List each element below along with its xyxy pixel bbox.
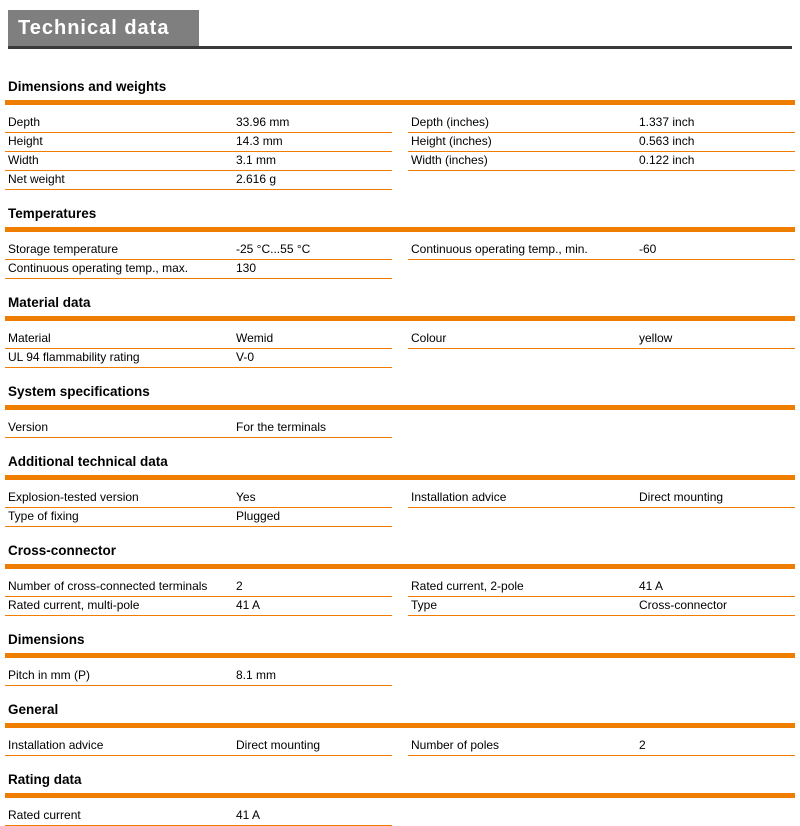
row-label: Rated current: [8, 808, 81, 822]
row-value: 0.563 inch: [639, 134, 695, 148]
row-label: Storage temperature: [8, 242, 119, 256]
data-row: [5, 737, 392, 756]
row-label: Height (inches): [411, 134, 492, 148]
column-right: [408, 667, 795, 686]
data-row: [5, 330, 392, 349]
row-value: Wemid: [236, 331, 274, 345]
row-label: Rated current, 2-pole: [411, 579, 524, 593]
section-additional-technical-data: [5, 452, 795, 527]
row-value: 8.1 mm: [236, 668, 277, 682]
section-rating-data: [5, 770, 795, 826]
row-value: 41 A: [236, 598, 261, 612]
row-value: 2: [236, 579, 243, 593]
section-title: Material data: [8, 295, 91, 310]
section-dimensions: [5, 630, 795, 686]
row-value: 41 A: [236, 808, 261, 822]
row-label: Material: [8, 331, 51, 345]
section-rows: [5, 569, 795, 616]
section-rows: [5, 798, 795, 826]
column-right: [408, 807, 795, 826]
section-rows: [5, 105, 795, 190]
section-title: Dimensions: [8, 632, 85, 647]
row-value: Direct mounting: [236, 738, 321, 752]
data-row: [408, 330, 795, 349]
column-right: [408, 241, 795, 279]
row-label: UL 94 flammability rating: [8, 350, 140, 364]
section-title: Temperatures: [8, 206, 97, 221]
row-value: Direct mounting: [639, 490, 724, 504]
section-rows: [5, 232, 795, 279]
row-value: For the terminals: [236, 420, 327, 434]
section-rows: [5, 658, 795, 686]
row-value: 33.96 mm: [236, 115, 290, 129]
sections-container: [5, 49, 795, 826]
data-row: [5, 349, 392, 368]
row-label: Depth (inches): [411, 115, 490, 129]
row-label: Rated current, multi-pole: [8, 598, 140, 612]
row-value: -60: [639, 242, 657, 256]
section-title: Dimensions and weights: [8, 79, 167, 94]
data-row: [5, 133, 392, 152]
data-row: [408, 489, 795, 508]
row-value: 2.616 g: [236, 172, 277, 186]
row-label: Installation advice: [411, 490, 507, 504]
column-left: [5, 419, 392, 438]
column-left: [5, 807, 392, 826]
section-title: Rating data: [8, 772, 82, 787]
row-value: Yes: [236, 490, 256, 504]
data-row: [5, 241, 392, 260]
row-value: 2: [639, 738, 646, 752]
row-label: Width (inches): [411, 153, 488, 167]
row-value: V-0: [236, 350, 255, 364]
row-label: Type: [411, 598, 438, 612]
column-left: [5, 667, 392, 686]
data-row: [5, 508, 392, 527]
section-general: [5, 700, 795, 756]
section-rows: [5, 480, 795, 527]
section-temperatures: [5, 204, 795, 279]
data-row: [5, 152, 392, 171]
row-label: Depth: [8, 115, 41, 129]
row-label: Net weight: [8, 172, 65, 186]
page-header: [8, 10, 792, 49]
column-left: [5, 330, 392, 368]
data-row: [408, 152, 795, 171]
data-row: [5, 489, 392, 508]
column-right: [408, 419, 795, 438]
row-value: 41 A: [639, 579, 664, 593]
row-value: 0.122 inch: [639, 153, 695, 167]
section-rows: [5, 410, 795, 438]
data-row: [408, 241, 795, 260]
row-label: Installation advice: [8, 738, 104, 752]
data-row: [408, 133, 795, 152]
data-row: [408, 114, 795, 133]
row-value: -25 °C...55 °C: [236, 242, 311, 256]
row-label: Width: [8, 153, 39, 167]
data-row: [5, 578, 392, 597]
row-label: Pitch in mm (P): [8, 668, 91, 682]
section-title: System specifications: [8, 384, 150, 399]
column-right: [408, 578, 795, 616]
section-material-data: [5, 293, 795, 368]
data-row: [5, 807, 392, 826]
data-row: [408, 578, 795, 597]
row-value: Cross-connector: [639, 598, 728, 612]
section-system-specifications: [5, 382, 795, 438]
column-right: [408, 737, 795, 756]
row-value: yellow: [639, 331, 673, 345]
row-value: 130: [236, 261, 257, 275]
column-left: [5, 489, 392, 527]
section-title: Cross-connector: [8, 543, 117, 558]
column-right: [408, 114, 795, 190]
row-value: 14.3 mm: [236, 134, 283, 148]
row-value: Plugged: [236, 509, 281, 523]
data-row: [5, 260, 392, 279]
data-row: [408, 737, 795, 756]
row-label: Continuous operating temp., min.: [411, 242, 588, 256]
data-row: [5, 171, 392, 190]
section-title: General: [8, 702, 59, 717]
data-row: [5, 419, 392, 438]
section-cross-connector: [5, 541, 795, 616]
row-label: Height: [8, 134, 43, 148]
data-row: [5, 114, 392, 133]
column-left: [5, 737, 392, 756]
row-label: Type of fixing: [8, 509, 79, 523]
column-left: [5, 114, 392, 190]
row-label: Continuous operating temp., max.: [8, 261, 189, 275]
section-rows: [5, 321, 795, 368]
column-left: [5, 578, 392, 616]
column-left: [5, 241, 392, 279]
row-label: Explosion-tested version: [8, 490, 139, 504]
row-value: 3.1 mm: [236, 153, 277, 167]
column-right: [408, 489, 795, 527]
section-dimensions-and-weights: [5, 77, 795, 190]
row-label: Number of cross-connected terminals: [8, 579, 208, 593]
section-title: Additional technical data: [8, 454, 168, 469]
row-value: 1.337 inch: [639, 115, 695, 129]
row-label: Number of poles: [411, 738, 500, 752]
data-row: [5, 597, 392, 616]
data-row: [5, 667, 392, 686]
row-label: Colour: [411, 331, 447, 345]
column-right: [408, 330, 795, 368]
data-row: [408, 597, 795, 616]
section-rows: [5, 728, 795, 756]
row-label: Version: [8, 420, 49, 434]
page-title: Technical data: [8, 10, 199, 46]
